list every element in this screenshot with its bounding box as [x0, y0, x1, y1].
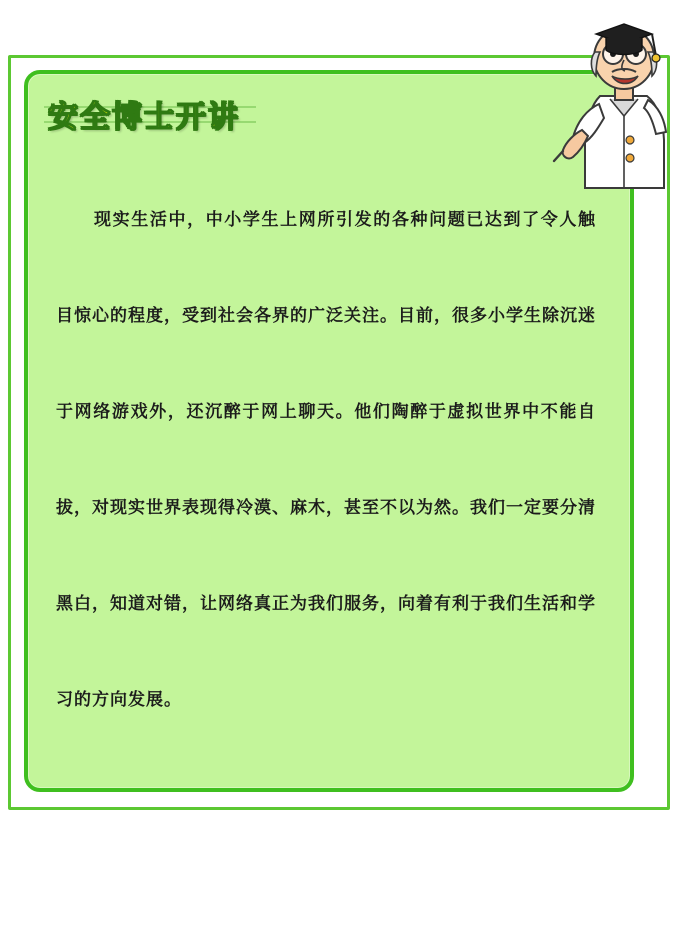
body-paragraph: 现实生活中，中小学生上网所引发的各种问题已达到了令人触目惊心的程度，受到社会各界的广泛关注。目前，很多小学生除沉迷于网络游戏外，还沉醉于网上聊天。他们陶醉于虚拟世界中不能自拔，对现实世界表现得冷漠、麻木，甚至不以为然。我们一定要分清黑白，知道对错，让网络真正为我们服务，向着有利于我们生活和学习的方向发展。 — [56, 210, 596, 710]
cartoon-professor-illustration — [552, 0, 684, 190]
page-title: 安全博士开讲 — [48, 100, 240, 135]
